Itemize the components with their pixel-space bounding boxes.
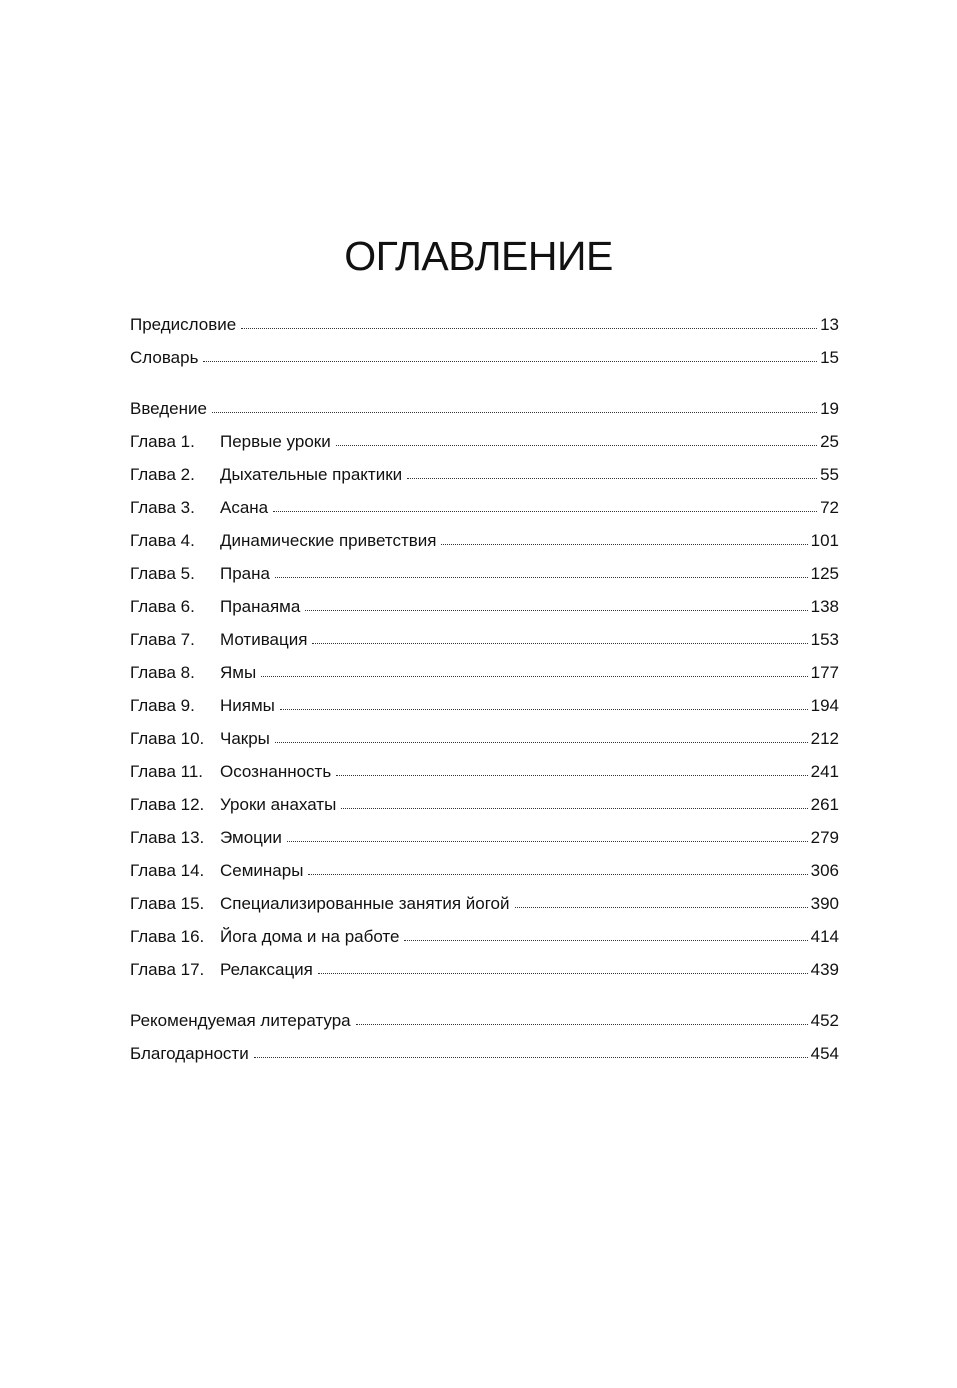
toc-entry-chapter-label: Глава 13.	[130, 828, 205, 847]
page-title: ОГЛАВЛЕНИЕ	[344, 233, 613, 279]
toc-entry-title: Мотивация	[220, 630, 308, 649]
toc-entry-page-number: 194	[810, 696, 839, 715]
toc-entry[interactable]	[130, 528, 839, 561]
toc-dot-leader	[312, 642, 807, 644]
toc-entry-chapter-label: Глава 6.	[130, 597, 195, 616]
toc-entry-page-number: 101	[810, 531, 839, 550]
toc-entry-title: Рекомендуемая литература	[130, 1011, 351, 1030]
toc-dot-leader	[275, 741, 808, 743]
toc-entry-page-number: 261	[810, 795, 839, 814]
toc-dot-leader	[280, 708, 808, 710]
toc-entry-title: Динамические приветствия	[220, 531, 437, 550]
toc-entry-page-number: 72	[820, 498, 839, 517]
toc-entry-title: Ямы	[220, 663, 257, 682]
toc-entry-chapter-label: Глава 8.	[130, 663, 195, 682]
toc-entry-chapter-label: Глава 11.	[130, 762, 204, 781]
toc-dot-leader	[275, 576, 808, 578]
toc-entry-page-number: 125	[810, 564, 839, 583]
toc-entry-page-number: 454	[810, 1044, 839, 1063]
toc-entry[interactable]	[130, 891, 839, 924]
toc-entry-chapter-label: Глава 14.	[130, 861, 205, 880]
toc-entry-title: Благодарности	[130, 1044, 249, 1063]
toc-dot-leader	[336, 774, 807, 776]
toc-entry-title: Словарь	[130, 348, 199, 367]
toc-entry-chapter-label: Глава 5.	[130, 564, 195, 583]
toc-entry-chapter-label: Глава 2.	[130, 465, 195, 484]
toc-entry-page-number: 15	[820, 348, 839, 367]
toc-entry-title: Семинары	[220, 861, 304, 880]
toc-dot-leader	[404, 939, 807, 941]
toc-entry-page-number: 279	[810, 828, 839, 847]
toc-entry[interactable]	[130, 1008, 839, 1041]
toc-entry-chapter-label: Глава 3.	[130, 498, 195, 517]
toc-dot-leader	[241, 327, 817, 329]
toc-entry[interactable]	[130, 693, 839, 726]
toc-entry[interactable]	[130, 396, 839, 429]
toc-dot-leader	[336, 444, 817, 446]
toc-entry-title: Введение	[130, 399, 207, 418]
toc-dot-leader	[287, 840, 808, 842]
toc-dot-leader	[273, 510, 817, 512]
toc-dot-leader	[318, 972, 808, 974]
toc-entry-title: Первые уроки	[220, 432, 331, 451]
toc-dot-leader	[341, 807, 807, 809]
toc-dot-leader	[515, 906, 808, 908]
toc-entry[interactable]	[130, 825, 839, 858]
toc-entry-title: Осознанность	[220, 762, 332, 781]
toc-entry-page-number: 55	[820, 465, 839, 484]
table-of-contents	[130, 312, 839, 1074]
toc-dot-leader	[356, 1023, 808, 1025]
toc-entry-chapter-label: Глава 17.	[130, 960, 205, 979]
toc-entry[interactable]	[130, 312, 839, 345]
toc-dot-leader	[308, 873, 807, 875]
toc-entry-title: Уроки анахаты	[220, 795, 337, 814]
toc-entry-chapter-label: Глава 12.	[130, 795, 205, 814]
toc-entry-page-number: 138	[810, 597, 839, 616]
toc-entry-page-number: 25	[820, 432, 839, 451]
toc-entry-chapter-label: Глава 4.	[130, 531, 195, 550]
toc-entry-page-number: 212	[810, 729, 839, 748]
toc-dot-leader	[407, 477, 817, 479]
toc-entry[interactable]	[130, 957, 839, 990]
toc-entry-title: Йога дома и на работе	[220, 927, 400, 946]
toc-chapters	[130, 396, 839, 990]
toc-entry-chapter-label: Глава 16.	[130, 927, 205, 946]
toc-dot-leader	[305, 609, 807, 611]
toc-entry-chapter-label: Глава 10.	[130, 729, 205, 748]
toc-entry[interactable]	[130, 561, 839, 594]
toc-entry[interactable]	[130, 924, 839, 957]
toc-entry[interactable]	[130, 792, 839, 825]
toc-entry-page-number: 414	[810, 927, 839, 946]
toc-entry-chapter-label: Глава 9.	[130, 696, 195, 715]
toc-entry[interactable]	[130, 660, 839, 693]
toc-entry-title: Эмоции	[220, 828, 282, 847]
toc-entry-title: Специализированные занятия йогой	[220, 894, 510, 913]
toc-entry-page-number: 241	[810, 762, 839, 781]
toc-entry-page-number: 439	[810, 960, 839, 979]
toc-entry[interactable]	[130, 429, 839, 462]
toc-entry[interactable]	[130, 627, 839, 660]
toc-entry-page-number: 390	[810, 894, 839, 913]
toc-back-matter	[130, 1008, 839, 1074]
toc-dot-leader	[261, 675, 807, 677]
toc-entry[interactable]	[130, 345, 839, 378]
toc-entry[interactable]	[130, 726, 839, 759]
toc-entry-title: Чакры	[220, 729, 270, 748]
toc-entry-page-number: 19	[820, 399, 839, 418]
toc-dot-leader	[441, 543, 807, 545]
toc-entry[interactable]	[130, 1041, 839, 1074]
toc-entry-title: Пранаяма	[220, 597, 301, 616]
toc-entry-title: Дыхательные практики	[220, 465, 403, 484]
toc-entry-page-number: 177	[810, 663, 839, 682]
toc-entry-chapter-label: Глава 1.	[130, 432, 195, 451]
toc-dot-leader	[203, 360, 817, 362]
toc-entry-title: Прана	[220, 564, 270, 583]
toc-entry[interactable]	[130, 462, 839, 495]
toc-entry-title: Ниямы	[220, 696, 275, 715]
toc-entry-title: Предисловие	[130, 315, 237, 334]
toc-dot-leader	[212, 411, 817, 413]
toc-front-matter	[130, 312, 839, 378]
toc-entry-page-number: 153	[810, 630, 839, 649]
toc-entry-page-number: 306	[810, 861, 839, 880]
toc-entry-title: Релаксация	[220, 960, 313, 979]
toc-dot-leader	[254, 1056, 808, 1058]
toc-entry[interactable]	[130, 858, 839, 891]
toc-entry-chapter-label: Глава 7.	[130, 630, 195, 649]
toc-entry[interactable]	[130, 495, 839, 528]
toc-entry[interactable]	[130, 759, 839, 792]
toc-entry-chapter-label: Глава 15.	[130, 894, 205, 913]
toc-entry-title: Асана	[220, 498, 269, 517]
toc-entry-page-number: 13	[820, 315, 839, 334]
toc-entry[interactable]	[130, 594, 839, 627]
toc-entry-page-number: 452	[810, 1011, 839, 1030]
